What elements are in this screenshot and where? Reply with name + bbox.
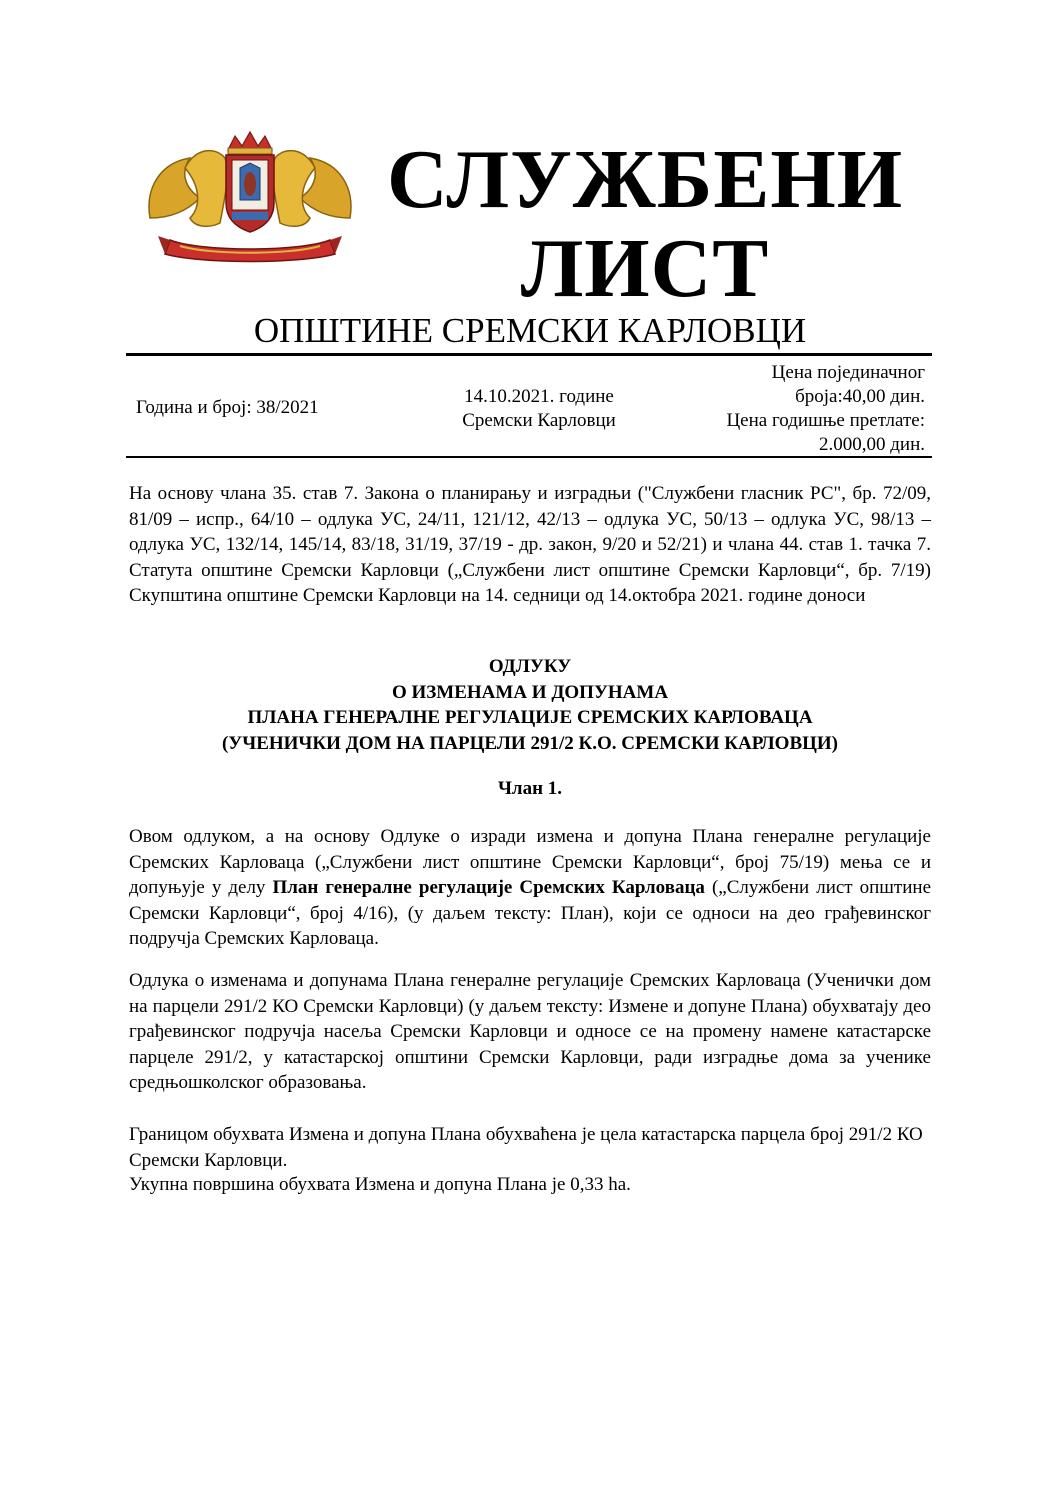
single-price-label: Цена појединачног <box>771 362 925 383</box>
annual-price-label: Цена годишње претлате: <box>726 410 925 431</box>
article-paragraph-1-bold: План генералне регулације Сремских Карловаца <box>272 877 705 898</box>
issue-date-place <box>420 385 658 433</box>
masthead-subtitle: ОПШТИНЕ СРЕМСКИ КАРЛОВЦИ <box>253 311 807 350</box>
issue-number: Година и број: 38/2021 <box>136 397 319 418</box>
masthead-title-line2: ЛИСТ <box>520 222 770 315</box>
coat-of-arms-icon <box>140 128 360 266</box>
article-paragraph-1 <box>129 824 931 952</box>
issue-prices <box>726 361 925 457</box>
article-paragraph-3: Границом обухвата Измена и допуна Плана обухваћена је цела катастарска парцела број 291/2 КО Сремски Карловци. <box>129 1124 923 1171</box>
preamble-paragraph: На основу члана 35. став 7. Закона о планирању и изградњи ("Службени гласник РС", бр. 72/09, 81/09 – испр., 64/10 – одлука УС, 24/11, 121/12, 42/13 – одлука УС, 50/13 – одлука УС, 98/13 – одлука УС, 132/14, 145/14, 83/18, 31/19, 37/19 - др. закон, 9/20 и 52/21) и члана 44. став 1. тачка 7. Статута општине Сремски Карловци („Службени лист општине Сремски Карловци“, бр. 7/19) Скупштина општине Сремски Карловци на 14. седници од 14.октобра 2021. године доноси <box>129 483 931 606</box>
decision-heading-line4: (УЧЕНИЧКИ ДОМ НА ПАРЦЕЛИ 291/2 К.О. СРЕМСКИ КАРЛОВЦИ) <box>221 732 838 754</box>
issue-place: Сремски Карловци <box>462 410 616 431</box>
article-paragraph-4: Укупна површина обухвата Измена и допуна Плана је 0,33 ha. <box>129 1174 631 1195</box>
header-top-divider <box>126 353 932 356</box>
masthead-title-line1: СЛУЖБЕНИ <box>386 133 904 226</box>
article-paragraph-1-part2: („Службени лист општине Сремски Карловци“, број 4/16), (у даљем тексту: План), који се односи на део грађевинског подручја Сремских Карловаца. <box>129 877 931 949</box>
decision-heading-line1: ОДЛУКУ <box>488 656 572 677</box>
issue-date: 14.10.2021. године <box>464 386 614 407</box>
decision-heading <box>129 654 931 756</box>
annual-price-value: 2.000,00 дин. <box>818 434 925 455</box>
article-paragraph-1-part1: Овом одлуком, а на основу Одлуке о изради измена и допуна Плана генералне регулације Сремских Карловаца („Службени лист општине Сремски Карловци“, број 75/19) мења се и допуњује у делу <box>129 826 931 898</box>
decision-heading-line2: О ИЗМЕНАМА И ДОПУНАМА <box>391 681 669 703</box>
article-paragraph-2: Одлука о изменама и допунама Плана генералне регулације Сремских Карловаца (Ученички дом на парцели 291/2 КО Сремски Карловци) (у даљем тексту: Измене и допуне Плана) обухватају део грађевинског подручја насеља Сремски Карловци и односе се на промену намене катастарске парцеле 291/2, у катастарској општини Сремски Карловци, ради изградње дома за ученике средњошколског образовања. <box>129 970 931 1093</box>
header-bottom-divider <box>126 456 932 458</box>
single-price-value: броја:40,00 дин. <box>795 386 925 407</box>
decision-heading-line3: ПЛАНА ГЕНЕРАЛНЕ РЕГУЛАЦИЈЕ СРЕМСКИХ КАРЛОВАЦА <box>247 707 813 728</box>
article-heading: Члан 1. <box>497 778 563 799</box>
